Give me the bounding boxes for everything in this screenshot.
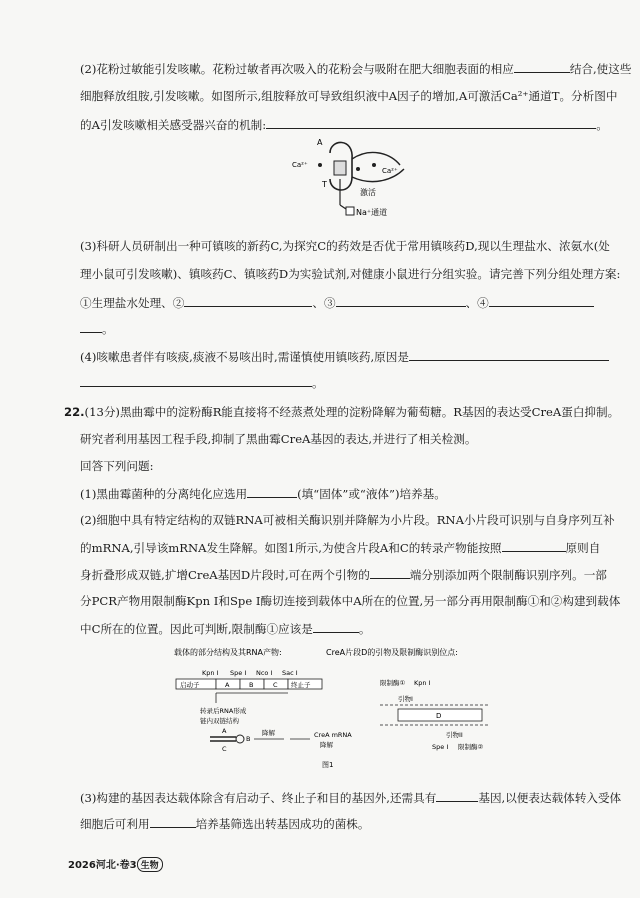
- fig1-spe: Spe I: [432, 743, 449, 751]
- question-number: 22.: [64, 405, 85, 419]
- answer-blank[interactable]: [502, 539, 566, 552]
- fig1-label-a: A: [222, 727, 227, 735]
- answer-blank[interactable]: [150, 815, 196, 828]
- label-t: T: [322, 180, 327, 189]
- label-ca-left: Ca²⁺: [292, 161, 308, 169]
- label-ca-right: Ca²⁺: [382, 167, 398, 175]
- answer-blank[interactable]: [370, 566, 410, 579]
- seg-a: A: [225, 681, 230, 689]
- q3-line3: ①生理盐水处理、② 、③ 、④: [80, 294, 594, 311]
- answer-blank[interactable]: [80, 320, 102, 333]
- q22-part2-line2: 的mRNA,引导该mRNA发生降解。如图1所示,为使含片段A和C的转录产物能按照 原则自: [80, 541, 601, 555]
- answer-blank[interactable]: [489, 294, 594, 307]
- channel-figure: [290, 135, 440, 225]
- q2-line3: 的A引发咳嗽相关感受器兴奋的机制: 。: [80, 118, 608, 132]
- q22-line1: 22.(13分)黑曲霉中的淀粉酶R能直接将不经蒸煮处理的淀粉降解为葡萄糖。R基因的表达受CreA蛋白抑制。: [64, 405, 620, 419]
- fig1-caption: 图1: [322, 761, 334, 769]
- label-activate: 激活: [360, 188, 376, 197]
- label-a: A: [317, 138, 323, 147]
- answer-blank[interactable]: [313, 620, 359, 633]
- fig1-label-c: C: [222, 745, 227, 753]
- enzyme-sac: Sac I: [282, 669, 298, 677]
- q3-line2: 理小鼠可引发咳嗽)、镇咳药C、镇咳药D为实验试剂,对健康小鼠进行分组实验。请完善下列分组处理方案:: [80, 267, 621, 281]
- q22-part2-line4: 分PCR产物用限制酶Kpn I和Spe I酶切连接到载体中A所在的位置,另一部分再用限制酶①和②构建到载体: [80, 594, 621, 608]
- subject-badge: 生物: [137, 857, 163, 872]
- answer-blank[interactable]: [436, 789, 478, 802]
- answer-blank[interactable]: [409, 348, 609, 361]
- fig1-kpn: Kpn I: [414, 679, 431, 687]
- q22-part2-line1: (2)细胞中具有特定结构的双链RNA可被相关酶识别并降解为小片段。RNA小片段可识别与自身序列互补: [80, 513, 615, 527]
- fig1-seg-d: D: [436, 712, 442, 720]
- q4-line1: (4)咳嗽患者伴有咳痰,痰液不易咳出时,需谨慎使用镇咳药,原因是: [80, 348, 609, 365]
- fig1-left-title: 载体的部分结构及其RNA产物:: [174, 648, 282, 657]
- q22-part1: (1)黑曲霉菌种的分离纯化应选用 (填“固体”或“液体”)培养基。: [80, 487, 446, 501]
- fig1-enzyme2: 限制酶②: [458, 743, 484, 751]
- q22-part3-line1: (3)构建的基因表达载体除含有启动子、终止子和目的基因外,还需具有 基因,以便表达载体转入受体: [80, 791, 622, 805]
- fig1-primer2: 引物II: [446, 731, 463, 739]
- fig1-mrna: CreA mRNA: [314, 731, 352, 739]
- label-na-channel: Na⁺通道: [356, 208, 388, 217]
- seg-b: B: [249, 681, 254, 689]
- fig1-label-b: B: [246, 735, 251, 743]
- fig1-enzyme1: 限制酶①: [380, 679, 406, 687]
- fig1-transcribe: 转录后RNA形成: [200, 707, 247, 715]
- answer-blank[interactable]: [266, 116, 596, 129]
- answer-blank[interactable]: [336, 294, 466, 307]
- enzyme-kpn: Kpn I: [202, 669, 219, 677]
- q2-line1: (2)花粉过敏能引发咳嗽。花粉过敏者再次吸入的花粉会与吸附在肥大细胞表面的相应 结合,使这些: [80, 62, 632, 76]
- q22-part2-line5: 中C所在的位置。因此可判断,限制酶①应该是 。: [80, 622, 371, 636]
- answer-blank[interactable]: [247, 485, 297, 498]
- fig1-degrade: 降解: [262, 729, 275, 737]
- fig1-mrna-degrade: 降解: [320, 741, 333, 749]
- seg-promoter: 启动子: [180, 681, 200, 689]
- enzyme-spe: Spe I: [230, 669, 247, 677]
- seg-c: C: [273, 681, 278, 689]
- q22-line3: 回答下列问题:: [80, 459, 154, 473]
- q3-line1: (3)科研人员研制出一种可镇咳的新药C,为探究C的药效是否优于常用镇咳药D,现以生理盐水、浓氨水(处: [80, 239, 610, 253]
- q4-line2: 。: [80, 374, 324, 391]
- q22-line2: 研究者利用基因工程手段,抑制了黑曲霉CreA基因的表达,并进行了相关检测。: [80, 432, 477, 446]
- figure-1: [150, 645, 530, 770]
- fig1-hairpin: 链内双链结构: [200, 717, 239, 725]
- answer-blank[interactable]: [184, 294, 312, 307]
- q22-part3-line2: 细胞后可利用 培养基筛选出转基因成功的菌株。: [80, 817, 370, 831]
- answer-blank[interactable]: [514, 60, 570, 73]
- fig1-right-title: CreA片段D的引物及限制酶识别位点:: [326, 648, 458, 657]
- answer-blank[interactable]: [80, 374, 312, 387]
- fig1-primer1: 引物I: [398, 695, 413, 703]
- seg-terminator: 终止子: [291, 681, 311, 689]
- q22-part2-line3: 身折叠形成双链,扩增CreA基因D片段时,可在两个引物的 端分别添加两个限制酶识别序列。一部: [80, 568, 607, 582]
- q3-line4: 。: [80, 320, 114, 337]
- page-footer: 2026河北·卷3 生物: [68, 856, 163, 872]
- q2-line2: 细胞释放组胺,引发咳嗽。如图所示,组胺释放可导致组织液中A因子的增加,A可激活Ca²⁺通道T。分析图中: [80, 89, 618, 103]
- enzyme-nco: Nco I: [256, 669, 273, 677]
